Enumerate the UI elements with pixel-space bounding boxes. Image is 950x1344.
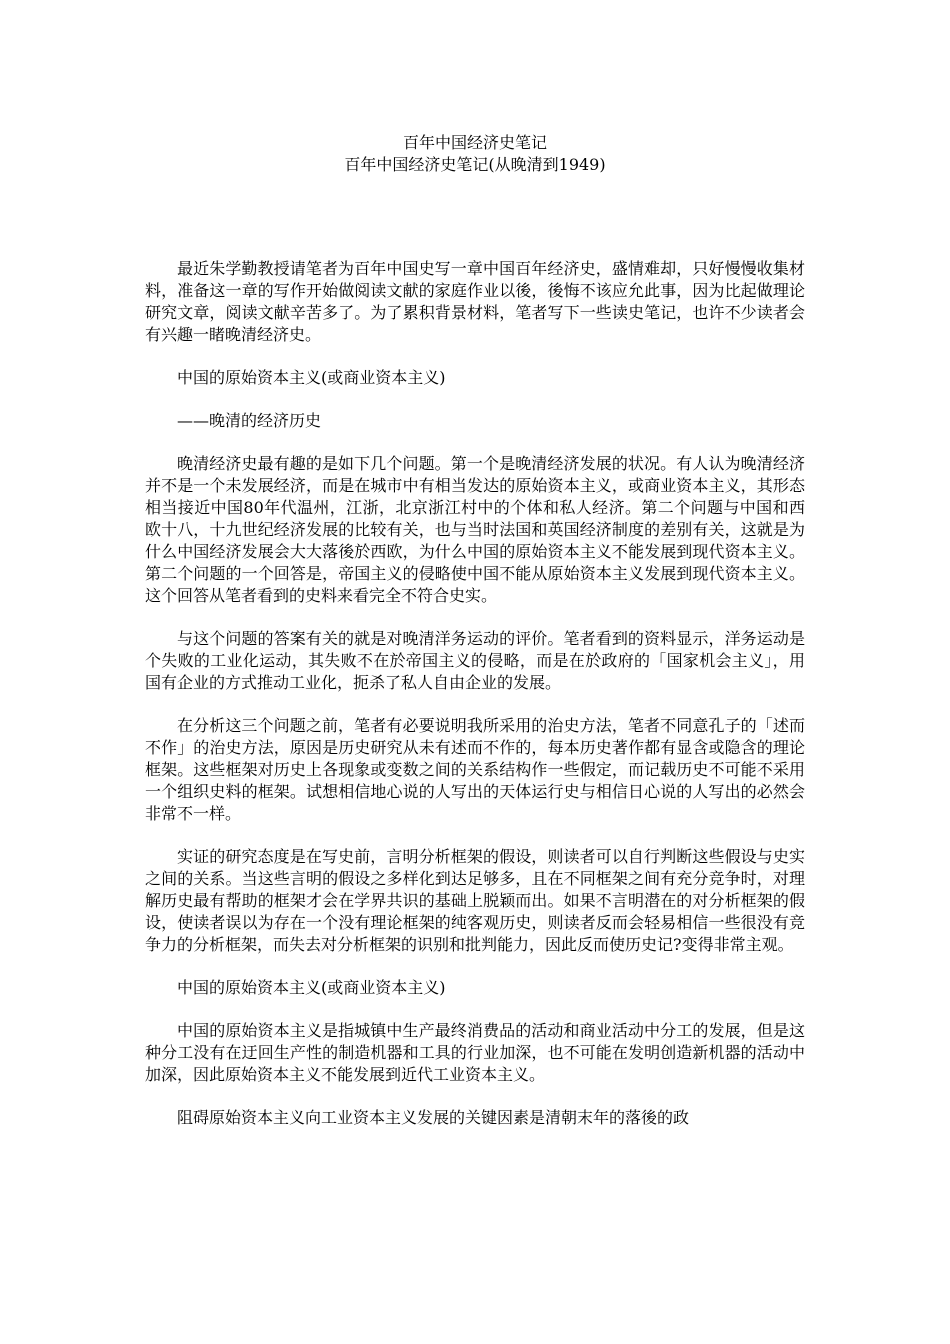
paragraph-definition: 中国的原始资本主义是指城镇中生产最终消费品的活动和商业活动中分工的发展，但是这种分工没有在迂回生产性的制造机器和工具的行业加深，也不可能在发明创造新机器的活动中加深，因此原始资本主义不能发展到近代工业资本主义。 — [145, 1021, 805, 1084]
document-page — [145, 132, 805, 1150]
document-subtitle: 百年中国经济史笔记(从晚清到1949) — [344, 155, 606, 174]
document-title: 百年中国经济史笔记 — [402, 133, 547, 152]
section-subheading-late-qing: ——晚清的经济历史 — [177, 411, 322, 430]
title-block — [145, 132, 805, 176]
paragraph-questions: 晚清经济史最有趣的是如下几个问题。第一个是晚清经济发展的状况。有人认为晚清经济并不是一个未发展经济，而是在城市中有相当发达的原始资本主义，或商业资本主义，其形态相当接近中国80年代温州，江浙，北京浙江村中的个体和私人经济。第二个问题与中国和西欧十八，十九世纪经济发展的比较有关，也与当时法国和英国经济制度的差别有关，这就是为什么中国经济发展会大大落後於西欧，为什么中国的原始资本主义不能发展到现代资本主义。第二个问题的一个回答是，帝国主义的侵略使中国不能从原始资本主义发展到现代资本主义。这个回答从笔者看到的史料来看完全不符合史实。 — [145, 454, 805, 605]
paragraph-positivist-approach: 实证的研究态度是在写史前，言明分析框架的假设，则读者可以自行判断这些假设与史实之间的关系。当这些言明的假设之多样化到达足够多，且在不同框架之间有充分竞争时，对理解历史最有帮助的框架才会在学界共识的基础上脱颖而出。如果不言明潜在的对分析框架的假设，使读者误以为存在一个没有理论框架的纯客观历史，则读者反而会轻易相信一些很没有竞争力的分析框架，而失去对分析框架的识别和批判能力，因此反而使历史记?变得非常主观。 — [145, 847, 805, 954]
section-heading-primitive-capitalism: 中国的原始资本主义(或商业资本主义) — [177, 368, 446, 387]
paragraph-obstacles: 阻碍原始资本主义向工业资本主义发展的关键因素是清朝末年的落後的政 — [177, 1108, 690, 1127]
section-heading-primitive-capitalism-2: 中国的原始资本主义(或商业资本主义) — [177, 978, 446, 997]
paragraph-method: 在分析这三个问题之前，笔者有必要说明我所采用的治史方法，笔者不同意孔子的「述而不作」的治史方法，原因是历史研究从未有述而不作的，每本历史著作都有显含或隐含的理论框架。这些框架对历史上各现象或变数之间的关系结构作一些假定，而记载历史不可能不采用一个组织史料的框架。试想相信地心说的人写出的天体运行史与相信日心说的人写出的必然会非常不一样。 — [145, 716, 805, 823]
paragraph-intro: 最近朱学勤教授请笔者为百年中国史写一章中国百年经济史，盛情难却，只好慢慢收集材料，准备这一章的写作开始做阅读文献的家庭作业以後，後悔不该应允此事，因为比起做理论研究文章，阅读文献辛苦多了。为了累积背景材料，笔者写下一些读史笔记，也许不少读者会有兴趣一睹晚清经济史。 — [145, 259, 805, 344]
paragraph-westernization-movement: 与这个问题的答案有关的就是对晚清洋务运动的评价。笔者看到的资料显示，洋务运动是个失败的工业化运动，其失败不在於帝国主义的侵略，而是在於政府的「国家机会主义」，用国有企业的方式推动工业化，扼杀了私人自由企业的发展。 — [145, 629, 805, 692]
